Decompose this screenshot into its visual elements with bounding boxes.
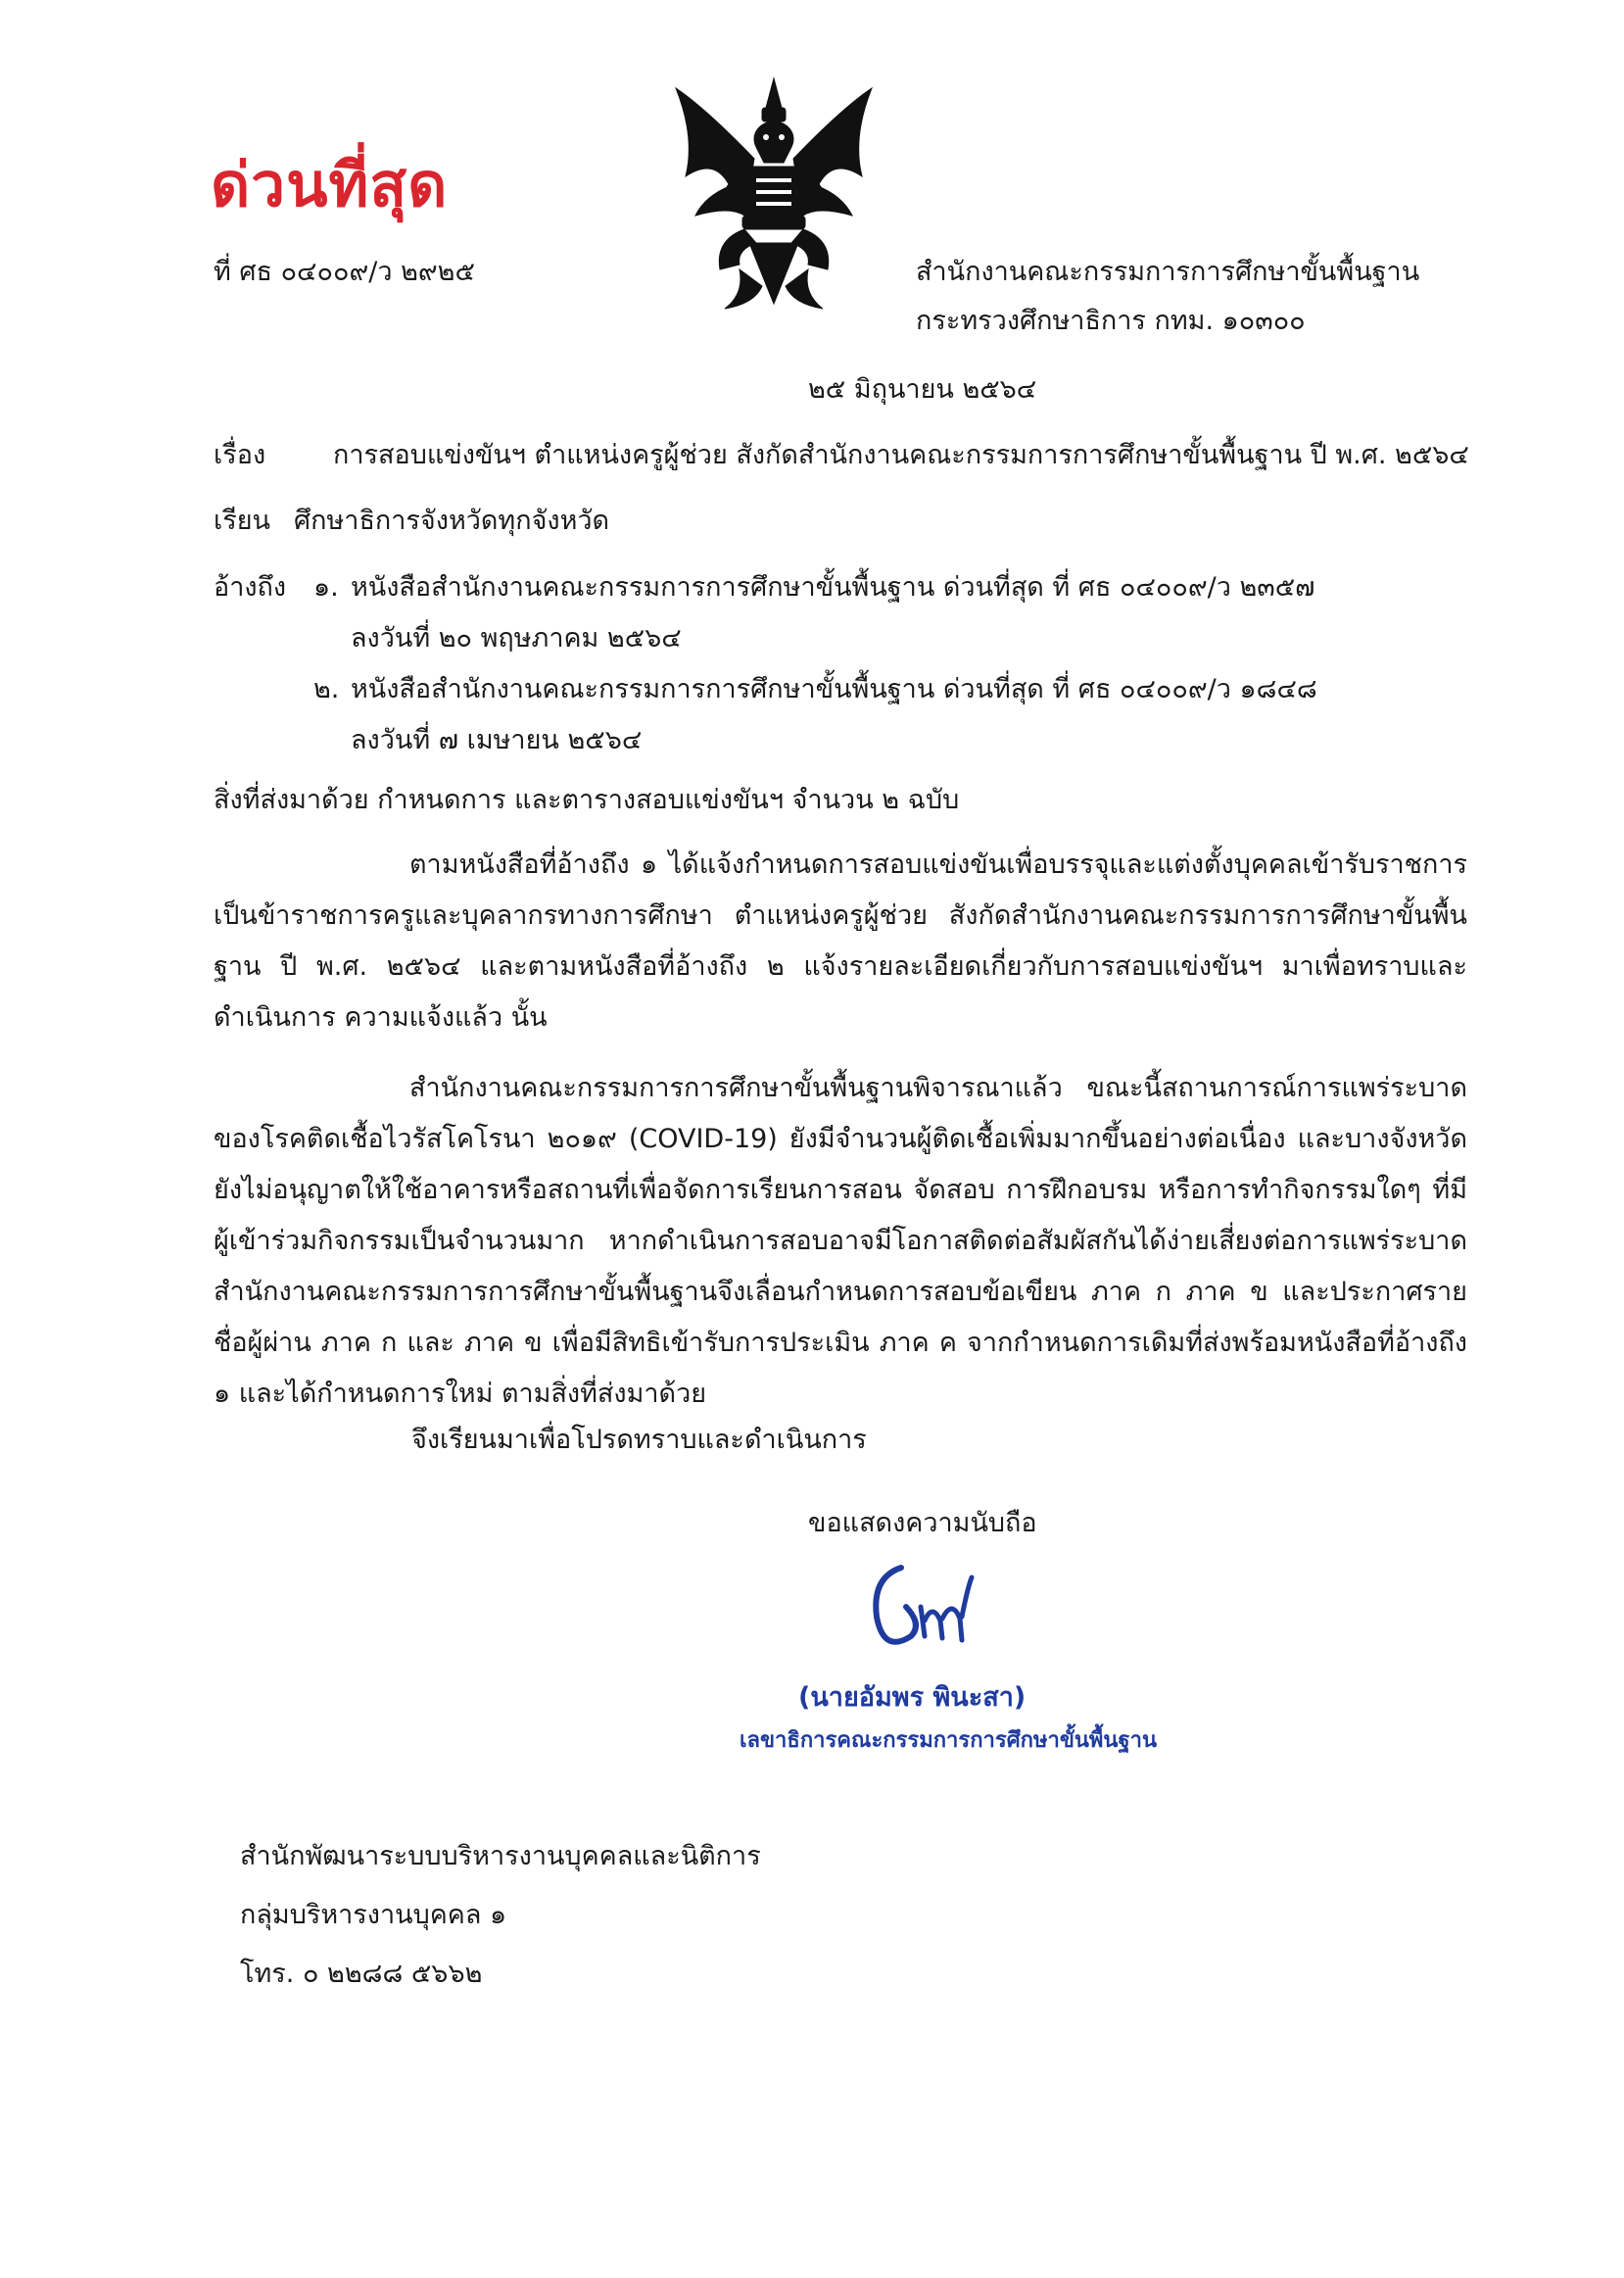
- document-number: ที่ ศธ ๐๔๐๐๙/ว ๒๙๒๕: [214, 257, 475, 287]
- signatory-position: เลขาธิการคณะกรรมการการศึกษาขั้นพื้นฐาน: [740, 1728, 1157, 1753]
- recipient-label: เรียน: [214, 506, 271, 536]
- recipient-text: ศึกษาธิการจังหวัดทุกจังหวัด: [294, 506, 610, 536]
- paragraph-1-text: ตามหนังสือที่อ้างถึง ๑ ได้แจ้งกำหนดการสอบแข่งขันเพื่อบรรจุและแต่งตั้งบุคคลเข้ารับราชการเป็นข้าราชการครูและบุคลากรทางการศึกษา ตำแหน่งครูผู้ช่วย สังกัดสำนักงานคณะกรรมการการศึกษาขั้นพื้นฐาน ปี พ.ศ. ๒๕๖๔ และตามหนังสือที่อ้างถึง ๒ แจ้งรายละเอียดเกี่ยวกับการสอบแข่งขันฯ มาเพื่อทราบและดำเนินการ ความแจ้งแล้ว นั้น: [214, 849, 1467, 1033]
- complimentary-close: ขอแสดงความนับถือ: [808, 1508, 1037, 1538]
- document-date: ๒๕ มิถุนายน ๒๕๖๔: [808, 374, 1037, 405]
- enclosure-line: สิ่งที่ส่งมาด้วย กำหนดการ และตารางสอบแข่งขันฯ จำนวน ๒ ฉบับ: [214, 785, 960, 815]
- body-paragraph-1: [214, 840, 1467, 1043]
- reference-1-line1: หนังสือสำนักงานคณะกรรมการการศึกษาขั้นพื้นฐาน ด่วนที่สุด ที่ ศธ ๐๔๐๐๙/ว ๒๓๕๗: [351, 572, 1315, 603]
- reference-1-line2: ลงวันที่ ๒๐ พฤษภาคม ๒๕๖๔: [351, 623, 682, 654]
- closing-request: จึงเรียนมาเพื่อโปรดทราบและดำเนินการ: [411, 1425, 867, 1455]
- paragraph-2-text: สำนักงานคณะกรรมการการศึกษาขั้นพื้นฐานพิจารณาแล้ว ขณะนี้สถานการณ์การแพร่ระบาดของโรคติดเชื้อไวรัสโคโรนา ๒๐๑๙ (COVID-19) ยังมีจำนวนผู้ติดเชื้อเพิ่มมากขึ้นอย่างต่อเนื่อง และบางจังหวัดยังไม่อนุญาตให้ใช้อาคารหรือสถานที่เพื่อจัดการเรียนการสอน จัดสอบ การฝึกอบรม หรือการทำกิจกรรมใดๆ ที่มีผู้เข้าร่วมกิจกรรมเป็นจำนวนมาก หากดำเนินการสอบอาจมีโอกาสติดต่อสัมผัสกันได้ง่ายเสี่ยงต่อการแพร่ระบาด สำนักงานคณะกรรมการการศึกษาขั้นพื้นฐานจึงเลื่อนกำหนดการสอบข้อเขียน ภาค ก ภาค ข และประกาศรายชื่อผู้ผ่าน ภาค ก และ ภาค ข เพื่อมีสิทธิเข้ารับการประเมิน ภาค ค จากกำหนดการเดิมที่ส่งพร้อมหนังสือที่อ้างถึง ๑ และได้กำหนดการใหม่ ตามสิ่งที่ส่งมาด้วย: [214, 1073, 1467, 1409]
- footer-unit: สำนักพัฒนาระบบบริหารงานบุคคลและนิติการ: [240, 1841, 761, 1871]
- reference-1-number: ๑.: [313, 572, 339, 603]
- reference-2-number: ๒.: [313, 674, 340, 704]
- body-paragraph-2: [214, 1063, 1467, 1420]
- reference-2-line2: ลงวันที่ ๗ เมษายน ๒๕๖๔: [351, 725, 643, 755]
- signatory-name: (นายอัมพร พินะสา): [798, 1682, 1027, 1713]
- reference-2-line1: หนังสือสำนักงานคณะกรรมการการศึกษาขั้นพื้นฐาน ด่วนที่สุด ที่ ศธ ๐๔๐๐๙/ว ๑๘๔๘: [351, 674, 1317, 704]
- issuer-ministry: กระทรวงศึกษาธิการ กทม. ๑๐๓๐๐: [916, 306, 1306, 336]
- subject-text: การสอบแข่งขันฯ ตำแหน่งครูผู้ช่วย สังกัดสำนักงานคณะกรรมการการศึกษาขั้นพื้นฐาน ปี พ.ศ. ๒๕๖๔: [333, 440, 1469, 470]
- handwritten-signature: [862, 1538, 999, 1666]
- footer-group: กลุ่มบริหารงานบุคคล ๑: [240, 1900, 507, 1930]
- reference-label: อ้างถึง: [214, 572, 287, 603]
- urgency-stamp: ด่วนที่สุด: [211, 149, 449, 220]
- subject-label: เรื่อง: [214, 440, 266, 470]
- issuer-office: สำนักงานคณะกรรมการการศึกษาขั้นพื้นฐาน: [916, 257, 1420, 287]
- footer-phone: โทร. ๐ ๒๒๘๘ ๕๖๖๒: [240, 1959, 483, 1989]
- garuda-emblem-icon: [646, 69, 901, 323]
